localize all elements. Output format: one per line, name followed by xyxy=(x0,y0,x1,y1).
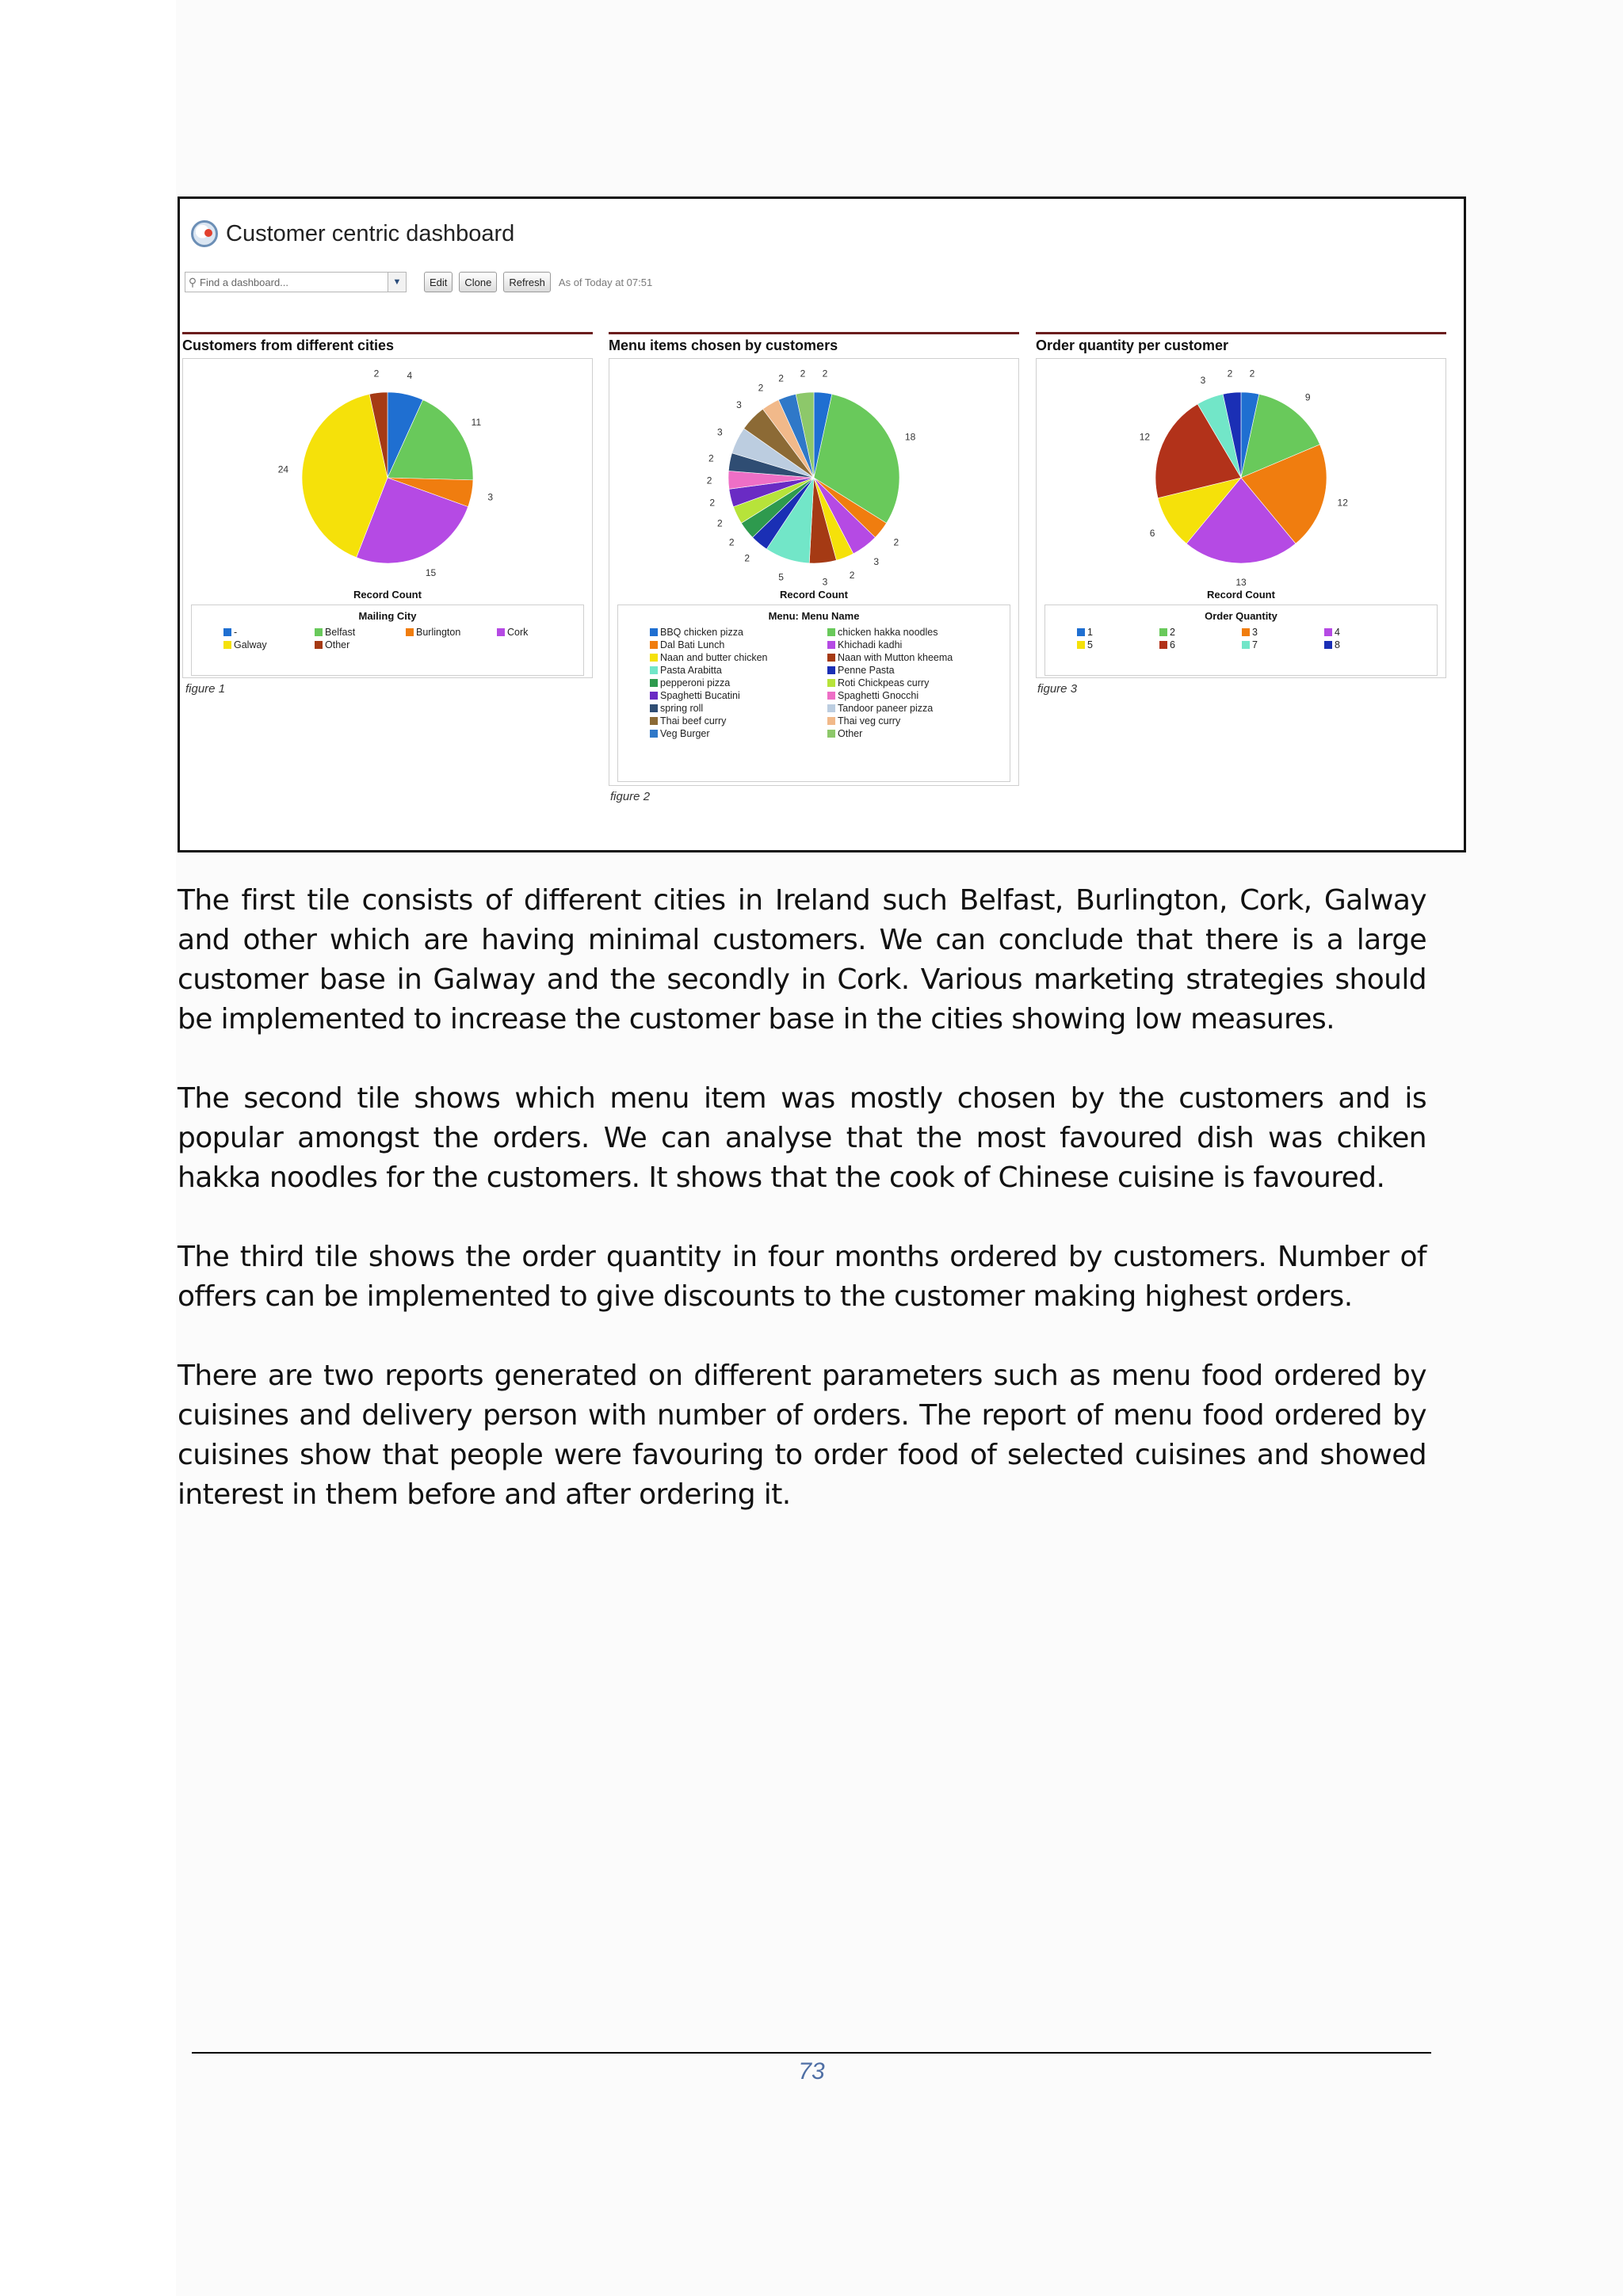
legend-swatch xyxy=(315,641,323,649)
legend-swatch xyxy=(315,628,323,636)
slice-value-label: 3 xyxy=(716,426,723,438)
measure-label: Record Count xyxy=(353,589,422,601)
legend-title: Mailing City xyxy=(358,610,417,622)
paragraph-second-tile: The second tile shows which menu item was mostly chosen by the customers and is popular amongst the orders. We can analyse that the most favoured dish was chiken hakka noodles for the customers. It shows that the cook of Chinese cuisine is favoured. xyxy=(178,1082,1426,1194)
dashboard-logo-icon xyxy=(191,220,218,247)
legend-label: Belfast xyxy=(325,627,356,638)
legend-swatch xyxy=(827,692,835,700)
legend-swatch xyxy=(827,679,835,687)
slice-value-label: 2 xyxy=(758,382,764,394)
legend-item xyxy=(827,652,986,663)
legend-swatch xyxy=(650,654,658,662)
legend-label: Cork xyxy=(507,627,529,638)
dashboard-screenshot xyxy=(178,196,1466,852)
legend-swatch xyxy=(223,641,231,649)
legend-label: 8 xyxy=(1335,639,1340,650)
legend-swatch xyxy=(1077,641,1085,649)
legend-label: Tandoor paneer pizza xyxy=(838,703,934,714)
legend-swatch xyxy=(1159,628,1167,636)
legend-swatch xyxy=(827,730,835,738)
legend-item xyxy=(406,627,497,638)
legend-swatch xyxy=(827,717,835,725)
legend-item xyxy=(827,677,986,688)
legend-swatch xyxy=(650,679,658,687)
legend-label: Thai beef curry xyxy=(660,715,727,727)
find-dashboard-select[interactable] xyxy=(185,272,407,292)
edit-button[interactable]: Edit xyxy=(424,272,453,292)
legend-label: - xyxy=(234,627,238,638)
slice-value-label: 2 xyxy=(822,368,828,379)
legend-swatch xyxy=(650,628,658,636)
slice-value-label: 2 xyxy=(706,475,712,486)
legend-swatch xyxy=(827,704,835,712)
slice-value-label: 2 xyxy=(849,569,855,581)
pie-chart-cities[interactable] xyxy=(183,359,592,605)
legend-swatch xyxy=(1242,641,1250,649)
legend-item xyxy=(223,627,315,638)
slice-value-label: 2 xyxy=(1227,368,1233,379)
search-icon: ⚲ xyxy=(188,275,197,288)
chart-panel[interactable] xyxy=(1036,358,1446,678)
legend-grid xyxy=(192,622,583,655)
slice-value-label: 6 xyxy=(1149,528,1155,540)
legend-label: Veg Burger xyxy=(660,728,710,739)
legend-item xyxy=(827,703,986,714)
slice-value-label: 2 xyxy=(728,536,735,548)
dashboard-title: Customer centric dashboard xyxy=(226,220,515,246)
legend-swatch xyxy=(1324,628,1332,636)
legend-swatch xyxy=(827,628,835,636)
legend-swatch xyxy=(650,730,658,738)
slice-value-label: 5 xyxy=(778,571,784,583)
tile-menu-items xyxy=(609,332,1019,803)
legend-label: 2 xyxy=(1170,627,1175,638)
slice-value-label: 2 xyxy=(1249,368,1255,379)
slice-value-label: 13 xyxy=(1235,577,1247,588)
slice-value-label: 9 xyxy=(1304,391,1311,403)
pie-chart-menu-items[interactable] xyxy=(609,359,1018,605)
legend-label: Khichadi kadhi xyxy=(838,639,903,650)
slice-value-label: 12 xyxy=(1139,431,1151,443)
figure-caption: figure 1 xyxy=(185,682,226,696)
slice-value-label: 15 xyxy=(425,567,437,579)
legend xyxy=(1044,605,1438,676)
legend-label: Pasta Arabitta xyxy=(660,665,722,676)
legend-swatch xyxy=(827,641,835,649)
slice-value-label: 2 xyxy=(709,497,716,509)
legend-label: BBQ chicken pizza xyxy=(660,627,743,638)
slice-value-label: 4 xyxy=(407,369,413,381)
legend-label: Burlington xyxy=(416,627,461,638)
find-dashboard-placeholder: Find a dashboard... xyxy=(200,276,289,288)
legend-item xyxy=(827,639,986,650)
measure-label: Record Count xyxy=(1207,589,1275,601)
legend-swatch xyxy=(1159,641,1167,649)
figure-caption: figure 3 xyxy=(1037,682,1078,696)
legend-label: 3 xyxy=(1252,627,1258,638)
legend-swatch xyxy=(1324,641,1332,649)
legend-item xyxy=(827,715,986,727)
clone-button[interactable]: Clone xyxy=(459,272,497,292)
chart-panel[interactable] xyxy=(182,358,593,678)
legend-item xyxy=(650,715,827,727)
legend-label: Spaghetti Gnocchi xyxy=(838,690,919,701)
tile-cities xyxy=(182,332,593,696)
legend-label: 5 xyxy=(1087,639,1093,650)
slice-value-label: 18 xyxy=(904,431,916,443)
pie-chart-order-quantity[interactable] xyxy=(1037,359,1445,605)
legend-item xyxy=(827,665,986,676)
footer-rule xyxy=(192,2052,1431,2054)
legend-item xyxy=(223,639,315,650)
legend-label: chicken hakka noodles xyxy=(838,627,938,638)
legend-swatch xyxy=(650,641,658,649)
legend-label: 1 xyxy=(1087,627,1093,638)
legend-swatch xyxy=(406,628,414,636)
legend-item xyxy=(650,665,827,676)
chart-panel[interactable] xyxy=(609,358,1019,786)
legend-item xyxy=(1159,639,1242,650)
legend-item xyxy=(650,677,827,688)
legend-swatch xyxy=(1242,628,1250,636)
legend-item xyxy=(1159,627,1242,638)
dashboard-toolbar xyxy=(185,272,652,292)
slice-value-label: 2 xyxy=(778,372,784,384)
slice-value-label: 2 xyxy=(800,368,806,379)
slice-value-label: 3 xyxy=(736,399,742,410)
legend-label: 6 xyxy=(1170,639,1175,650)
slice-value-label: 3 xyxy=(487,491,494,503)
slice-value-label: 2 xyxy=(744,552,750,564)
legend xyxy=(617,605,1010,782)
slice-value-label: 12 xyxy=(1337,497,1348,509)
legend-swatch xyxy=(827,654,835,662)
legend-label: Galway xyxy=(234,639,267,650)
dashboard-header xyxy=(191,218,514,250)
legend-swatch xyxy=(650,692,658,700)
slice-value-label: 2 xyxy=(716,517,723,529)
legend-label: Naan and butter chicken xyxy=(660,652,768,663)
slice-value-label: 3 xyxy=(1200,375,1206,387)
slice-value-label: 3 xyxy=(822,576,828,588)
legend xyxy=(191,605,584,676)
legend-swatch xyxy=(497,628,505,636)
legend-item xyxy=(1242,627,1324,638)
legend-label: Dal Bati Lunch xyxy=(660,639,725,650)
legend-label: Other xyxy=(325,639,350,650)
legend-item xyxy=(315,627,406,638)
slice-value-label: 3 xyxy=(873,555,880,567)
paragraph-first-tile: The first tile consists of different cities in Ireland such Belfast, Burlington, Cork, Galway and other which are having minimal customers. We can conclude that there is a large customer base in Galway and the secondly in Cork. Various marketing strategies should be implemented to increase the customer base in the cities showing low measures. xyxy=(178,884,1426,1035)
legend-item xyxy=(1077,639,1159,650)
slice-value-label: 2 xyxy=(708,452,714,464)
legend-swatch xyxy=(1077,628,1085,636)
measure-label: Record Count xyxy=(780,589,848,601)
legend-item xyxy=(827,627,986,638)
legend-item xyxy=(1242,639,1324,650)
slice-value-label: 2 xyxy=(373,368,380,379)
legend-swatch xyxy=(650,704,658,712)
slice-value-label: 11 xyxy=(471,416,482,428)
legend-item xyxy=(497,627,576,638)
legend-label: Roti Chickpeas curry xyxy=(838,677,930,688)
chevron-down-icon[interactable]: ▼ xyxy=(388,273,406,292)
refresh-button[interactable]: Refresh xyxy=(503,272,551,292)
legend-label: spring roll xyxy=(660,703,704,714)
legend-item xyxy=(650,690,827,701)
legend-item xyxy=(1077,627,1159,638)
legend-label: Thai veg curry xyxy=(838,715,901,727)
legend-item xyxy=(1324,627,1396,638)
legend-label: Penne Pasta xyxy=(838,665,895,676)
legend-item xyxy=(650,703,827,714)
legend-title: Order Quantity xyxy=(1205,610,1277,622)
figure-caption: figure 2 xyxy=(610,790,651,803)
legend-label: Naan with Mutton kheema xyxy=(838,652,953,663)
tile-title: Customers from different cities xyxy=(182,338,395,353)
legend-swatch xyxy=(650,717,658,725)
legend-item xyxy=(827,690,986,701)
legend-grid xyxy=(618,622,1010,744)
legend-title: Menu: Menu Name xyxy=(768,610,860,622)
legend-label: 4 xyxy=(1335,627,1340,638)
as-of-timestamp: As of Today at 07:51 xyxy=(558,276,653,288)
legend-label: Spaghetti Bucatini xyxy=(660,690,740,701)
legend-swatch xyxy=(650,666,658,674)
legend-item xyxy=(650,728,827,739)
legend-item xyxy=(315,639,406,650)
legend-swatch xyxy=(223,628,231,636)
legend-grid xyxy=(1045,622,1437,655)
legend-item xyxy=(650,627,827,638)
tile-order-quantity xyxy=(1036,332,1446,696)
legend-label: Other xyxy=(838,728,863,739)
paragraph-third-tile: The third tile shows the order quantity in four months ordered by customers. Number of offers can be implemented to give discounts to the customer making highest orders. xyxy=(178,1241,1426,1313)
slice-value-label: 2 xyxy=(893,536,899,548)
slice-value-label: 24 xyxy=(277,463,289,475)
legend-item xyxy=(650,652,827,663)
legend-item xyxy=(827,728,986,739)
tile-title: Menu items chosen by customers xyxy=(609,338,838,353)
legend-label: pepperoni pizza xyxy=(660,677,731,688)
legend-label: 7 xyxy=(1252,639,1258,650)
tile-title: Order quantity per customer xyxy=(1036,338,1229,353)
legend-item xyxy=(1324,639,1396,650)
legend-swatch xyxy=(827,666,835,674)
legend-item xyxy=(650,639,827,650)
page-number: 73 xyxy=(798,2058,825,2084)
paragraph-reports: There are two reports generated on different parameters such as menu food ordered by cuisines and delivery person with number of orders. The report of menu food ordered by cuisines show that people were favouring to order food of selected cuisines and showed interest in them before and after ordering it. xyxy=(178,1360,1426,1511)
